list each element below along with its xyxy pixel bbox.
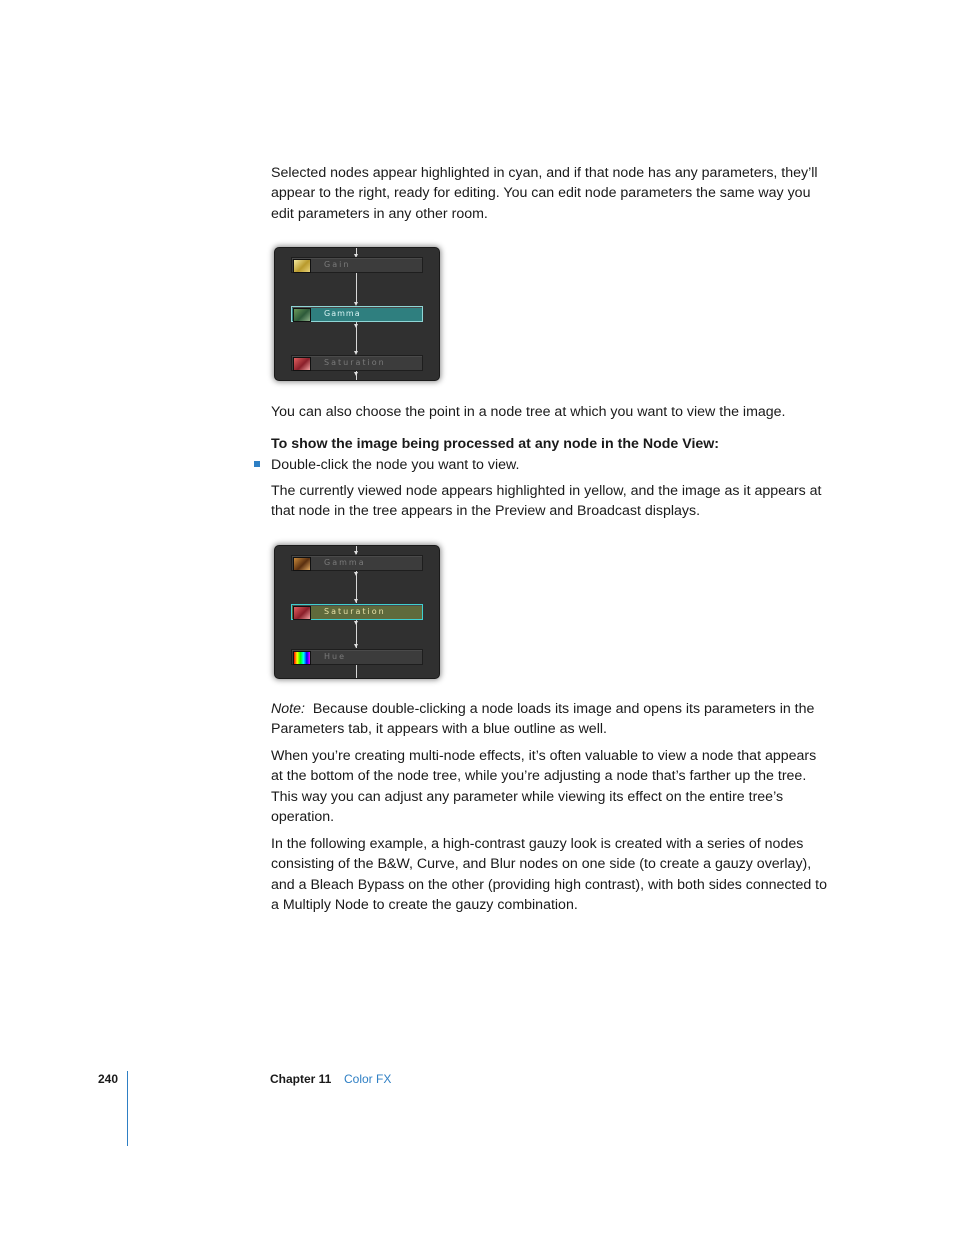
node-hue[interactable] xyxy=(291,649,423,665)
node-thumbnail-icon xyxy=(293,259,311,273)
node-label: Gain xyxy=(324,260,351,269)
note-text: Because double-clicking a node loads its image and opens its parameters in the Parameters tab, it appears with a blue outline as well. xyxy=(271,701,815,738)
node-thumbnail-icon xyxy=(293,357,311,371)
node-label: Hue xyxy=(324,652,347,661)
node-label: Saturation xyxy=(324,607,386,616)
wire-arrow-icon xyxy=(354,644,358,648)
page-number: 240 xyxy=(98,1072,119,1086)
node-label: Gamma xyxy=(324,558,366,567)
node-gamma-selected[interactable] xyxy=(291,306,423,322)
body-paragraph-example: In the following example, a high-contrast gauzy look is created with a series of nodes consisting of the B&W, Curve, and Blur nodes on one side (to create a gauzy overlay), and a Bleach Bypass on the other (providing high contrast), with both sides connected to a Multiply Node to create the gauzy combination. xyxy=(271,836,828,913)
chapter-label: Chapter 11 xyxy=(270,1072,332,1086)
node-wire xyxy=(356,273,357,304)
footer-divider xyxy=(127,1071,128,1146)
body-paragraph-selected-nodes: Selected nodes appear highlighted in cyan, and if that node has any parameters, they’ll appear to the right, ready for editing. You can edit node parameters the same way you edit parameters in any other room. xyxy=(271,165,818,222)
wire-arrow-icon xyxy=(354,324,358,328)
node-view-figure-cyan xyxy=(275,248,439,380)
task-heading: To show the image being processed at any node in the Node View: xyxy=(271,436,720,452)
wire-arrow-icon xyxy=(354,599,358,603)
node-label: Gamma xyxy=(324,309,361,318)
body-paragraph-choose-point: You can also choose the point in a node tree at which you want to view the image. xyxy=(271,404,786,420)
wire-arrow-icon xyxy=(354,572,358,576)
body-paragraph-viewed-node: The currently viewed node appears highlighted in yellow, and the image as it appears at that node in the tree appears in the Preview and Broadcast displays. xyxy=(271,483,822,520)
node-thumbnail-icon xyxy=(293,308,311,322)
bullet-icon xyxy=(254,461,260,467)
wire-arrow-icon xyxy=(354,621,358,625)
node-saturation[interactable] xyxy=(291,355,423,371)
node-label: Saturation xyxy=(324,358,386,367)
node-saturation-viewed[interactable] xyxy=(291,604,423,620)
node-gain[interactable] xyxy=(291,257,423,273)
node-wire xyxy=(356,665,357,678)
wire-arrow-icon xyxy=(354,372,358,376)
chapter-title-link[interactable]: Color FX xyxy=(344,1072,392,1086)
note-label: Note: xyxy=(271,701,305,717)
node-thumbnail-icon xyxy=(293,557,311,571)
node-thumbnail-icon xyxy=(293,606,311,620)
node-view-figure-yellow xyxy=(275,546,439,678)
bullet-item: Double-click the node you want to view. xyxy=(271,457,520,473)
body-paragraph-multi-node: When you’re creating multi-node effects, it’s often valuable to view a node that appears at the bottom of the node tree, while you’re adjusting a node that’s farther up the tree. This way you can adjust any parameter while viewing its effect on the entire tree’s operation. xyxy=(271,748,817,825)
note-paragraph xyxy=(271,699,831,740)
node-thumbnail-icon xyxy=(293,651,311,665)
node-gamma[interactable] xyxy=(291,555,423,571)
